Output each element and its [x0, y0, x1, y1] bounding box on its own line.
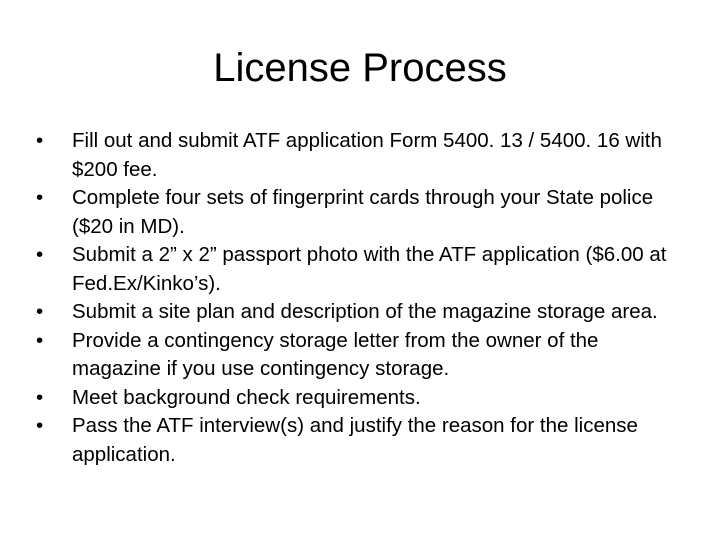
- bullet-item-contingency-letter: [36, 327, 686, 384]
- bullet-dot-icon: •: [36, 186, 44, 209]
- bullet-dot-icon: •: [36, 300, 44, 323]
- bullet-list: [36, 127, 686, 469]
- bullet-item-form-application: [36, 127, 686, 184]
- bullet-dot-icon: •: [36, 328, 44, 352]
- bullet-text: Submit a site plan and description of the magazine storage area.: [72, 300, 658, 323]
- bullet-item-passport-photo: [36, 241, 686, 298]
- slide-title: License Process: [213, 46, 507, 90]
- bullet-item-site-plan: [36, 298, 686, 327]
- bullet-dot-icon: •: [36, 385, 44, 409]
- bullet-item-fingerprint-cards: [36, 184, 686, 241]
- bullet-dot-icon: •: [36, 129, 44, 152]
- bullet-item-background-check: [36, 384, 686, 413]
- bullet-text: Pass the ATF interview(s) and justify the reason for the license application.: [72, 414, 638, 466]
- bullet-text: Submit a 2” x 2” passport photo with the ATF application ($6.00 at Fed.Ex/Kinko’s).: [72, 243, 667, 295]
- bullet-text: Provide a contingency storage letter from the owner of the magazine if you use contingency storage.: [72, 328, 599, 380]
- bullet-dot-icon: •: [36, 414, 44, 437]
- bullet-dot-icon: •: [36, 243, 44, 266]
- bullet-text: Meet background check requirements.: [72, 385, 421, 409]
- bullet-text: Complete four sets of fingerprint cards through your State police ($20 in MD).: [72, 186, 654, 238]
- bullet-text: Fill out and submit ATF application Form 5400. 13 / 5400. 16 with $200 fee.: [72, 129, 662, 181]
- bullet-item-atf-interview: [36, 412, 686, 469]
